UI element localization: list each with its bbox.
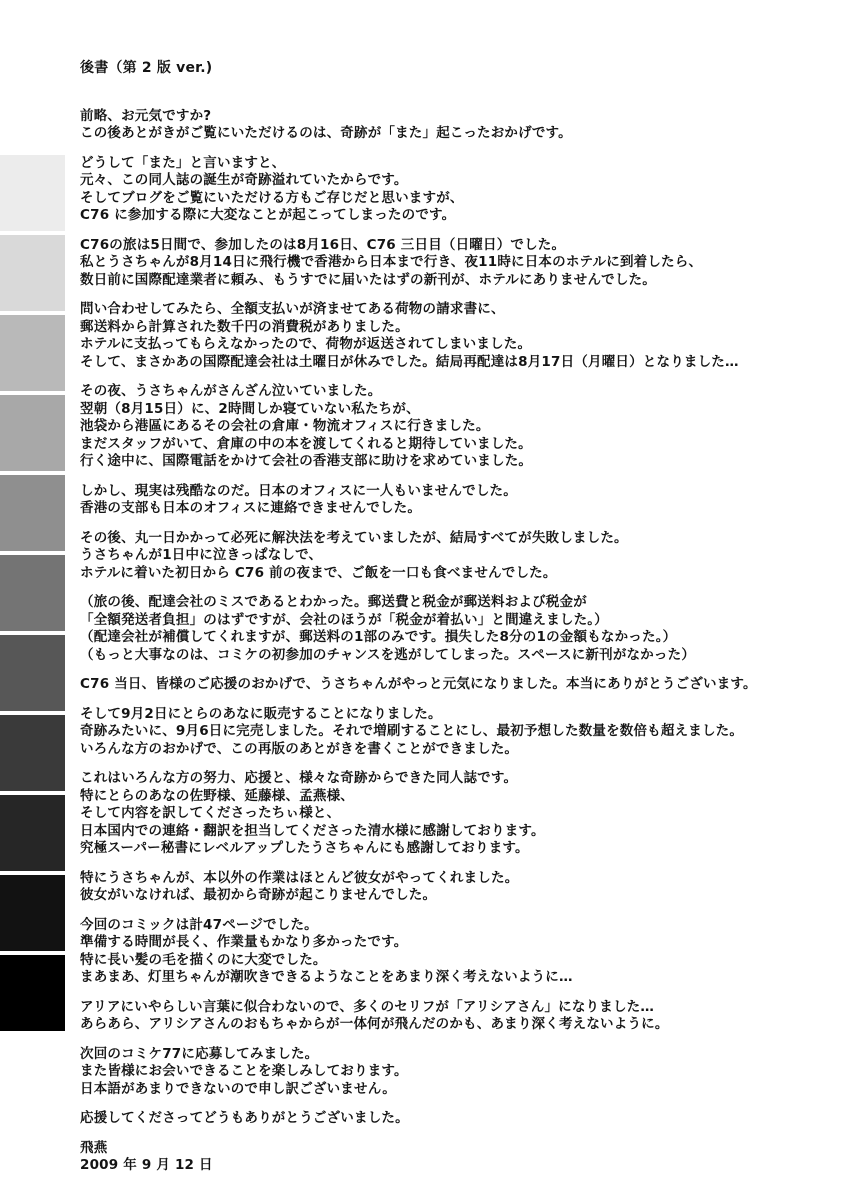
paragraph-line: C76 に参加する際に大変なことが起こってしまったのです。	[80, 207, 456, 223]
grayscale-swatch	[0, 475, 65, 551]
paragraph	[80, 870, 825, 905]
paragraph	[80, 237, 825, 290]
paragraph-line: この後あとがきがご覧にいただけるのは、奇跡が「また」起こったおかげです。	[80, 125, 572, 141]
paragraph-line: そしてブログをご覧にいただける方もご存じだと思いますが、	[80, 189, 464, 206]
paragraph-line: 行く途中に、国際電話をかけて会社の香港支部に助けを求めていました。	[80, 453, 533, 469]
paragraph-line: 郵送料から計算された数千円の消費税がありました。	[80, 318, 409, 335]
grayscale-swatch	[0, 395, 65, 471]
page-title: 後書（第 2 版 ver.)	[80, 60, 213, 76]
grayscale-swatch	[0, 875, 65, 951]
paragraph	[80, 999, 825, 1034]
paragraph-line: 数日前に国際配達業者に頼み、もうすでに届いたはずの新刊が、ホテルにありませんでした。	[80, 271, 656, 288]
paragraph-line: （旅の後、配達会社のミスであるとわかった。郵送費と税金が郵送料および税金が	[80, 594, 587, 610]
paragraph-line: ホテルに支払ってもらえなかったので、荷物が返送されてしまいました。	[80, 336, 532, 352]
paragraph-list	[80, 108, 825, 1128]
paragraph-line: その夜、うさちゃんがさんざん泣いていました。	[80, 383, 382, 399]
paragraph	[80, 1046, 825, 1099]
paragraph-line: C76の旅は5日間で、参加したのは8月16日、C76 三日目（日曜日）でした。	[80, 236, 566, 253]
paragraph-line: 特に長い髪の毛を描くのに大変でした。	[80, 951, 327, 968]
grayscale-swatch	[0, 795, 65, 871]
paragraph-line: どうして「また」と言いますと、	[80, 154, 286, 171]
paragraph-line: その後、丸一日かかって必死に解決法を考えていましたが、結局すべてが失敗しました。	[80, 529, 628, 546]
paragraph-line: また皆様にお会いできることを楽しみしております。	[80, 1063, 408, 1079]
paragraph-line: （もっと大事なのは、コミケの初参加のチャンスを逃がしてしまった。スペースに新刊がなかった）	[80, 646, 696, 663]
paragraph-line: 私とうさちゃんが8月14日に飛行機で香港から日本まで行き、夜11時に日本のホテルに到着したら、	[80, 254, 703, 270]
paragraph-line: 池袋から港區にあるその会社の倉庫・物流オフィスに行きました。	[80, 418, 490, 434]
paragraph-line: 準備する時間が長く、作業量もかなり多かったです。	[80, 934, 408, 950]
signature-block	[80, 1140, 825, 1175]
paragraph-line: そして、まさかあの国際配達会社は土曜日が休みでした。結局再配達は8月17日（月曜日）となりました…	[80, 353, 739, 370]
paragraph-line: しかし、現実は残酷なのだ。日本のオフィスに一人もいませんでした。	[80, 482, 517, 499]
paragraph-line: いろんな方のおかげで、この再版のあとがきを書くことができました。	[80, 740, 519, 757]
paragraph-line: 「全額発送者負担」のはずですが、会社のほうが「税金が着払い」と間違えました。）	[80, 611, 608, 628]
paragraph-line: 特にとらのあなの佐野様、延藤様、孟燕様、	[80, 787, 354, 804]
grayscale-swatch	[0, 235, 65, 311]
paragraph-line: 前略、お元気ですか?	[80, 107, 212, 124]
paragraph	[80, 706, 825, 759]
grayscale-swatch	[0, 555, 65, 631]
paragraph-line: 香港の支部も日本のオフィスに連絡できませんでした。	[80, 500, 422, 516]
paragraph-line: 日本語があまりできないので申し訳ございません。	[80, 1080, 396, 1097]
grayscale-swatch	[0, 635, 65, 711]
paragraph-line: 元々、この同人誌の誕生が奇跡溢れていたからです。	[80, 172, 408, 188]
paragraph	[80, 383, 825, 471]
paragraph	[80, 594, 825, 664]
paragraph-line: C76 当日、皆様のご応援のおかげで、うさちゃんがやっと元気になりました。本当にありがとうございます。	[80, 676, 757, 692]
paragraph-line: 問い合わせしてみたら、全額支払いが済ませてある荷物の請求書に、	[80, 301, 505, 317]
paragraph-line: 翌朝（8月15日）に、2時間しか寝ていない私たちが、	[80, 400, 420, 417]
signature-author: 飛燕	[80, 1139, 108, 1156]
paragraph	[80, 155, 825, 225]
paragraph	[80, 301, 825, 371]
paragraph-line: そして9月2日にとらのあなに販売することになりました。	[80, 705, 442, 722]
paragraph-line: 彼女がいなければ、最初から奇跡が起こりませんでした。	[80, 887, 437, 903]
paragraph-line: 今回のコミックは計47ページでした。	[80, 916, 318, 933]
grayscale-strip	[0, 155, 65, 1035]
paragraph-line: アリアにいやらしい言葉に似合わないので、多くのセリフが「アリシアさん」になりました…	[80, 998, 655, 1015]
paragraph-line: 応援してくださってどうもありがとうございました。	[80, 1110, 409, 1126]
paragraph	[80, 676, 825, 694]
paragraph	[80, 917, 825, 987]
signature-date: 2009 年 9 月 12 日	[80, 1157, 213, 1173]
paragraph	[80, 1110, 825, 1128]
paragraph-line: 次回のコミケ77に応募してみました。	[80, 1045, 319, 1062]
paragraph-line: まあまあ、灯里ちゃんが潮吹きできるようなことをあまり深く考えないように…	[80, 969, 573, 985]
grayscale-swatch	[0, 955, 65, 1031]
paragraph-line: 奇跡みたいに、9月6日に完売しました。それで増刷することにし、最初予想した数量を数倍も超えました。	[80, 723, 744, 739]
paragraph-line: そして内容を訳してくださったちぃ様と、	[80, 805, 341, 821]
paragraph-line: まだスタッフがいて、倉庫の中の本を渡してくれると期待していました。	[80, 435, 532, 452]
paragraph-line: ホテルに着いた初日から C76 前の夜まで、ご飯を一口も食べませんでした。	[80, 564, 557, 581]
grayscale-swatch	[0, 715, 65, 791]
paragraph	[80, 530, 825, 583]
paragraph	[80, 770, 825, 858]
paragraph-line: あらあら、アリシアさんのおもちゃからが一体何が飛んだのかも、あまり深く考えないように。	[80, 1016, 669, 1032]
paragraph-line: （配達会社が補償してくれますが、郵送料の1部のみです。損失した8分の1の金額もなかった。）	[80, 629, 677, 645]
paragraph-line: 日本国内での連絡・翻訳を担当してくださった清水様に感謝しております。	[80, 822, 545, 839]
grayscale-swatch	[0, 155, 65, 231]
paragraph-line: 特にうさちゃんが、本以外の作業はほとんど彼女がやってくれました。	[80, 869, 519, 886]
paragraph	[80, 483, 825, 518]
paragraph-line: うさちゃんが1日中に泣きっぱなしで、	[80, 547, 323, 563]
grayscale-swatch	[0, 315, 65, 391]
paragraph-line: これはいろんな方の努力、応援と、様々な奇跡からできた同人誌です。	[80, 770, 518, 786]
afterword-text	[80, 60, 825, 1175]
paragraph	[80, 108, 825, 143]
paragraph-line: 究極スーパー秘書にレベルアップしたうさちゃんにも感謝しております。	[80, 840, 529, 856]
